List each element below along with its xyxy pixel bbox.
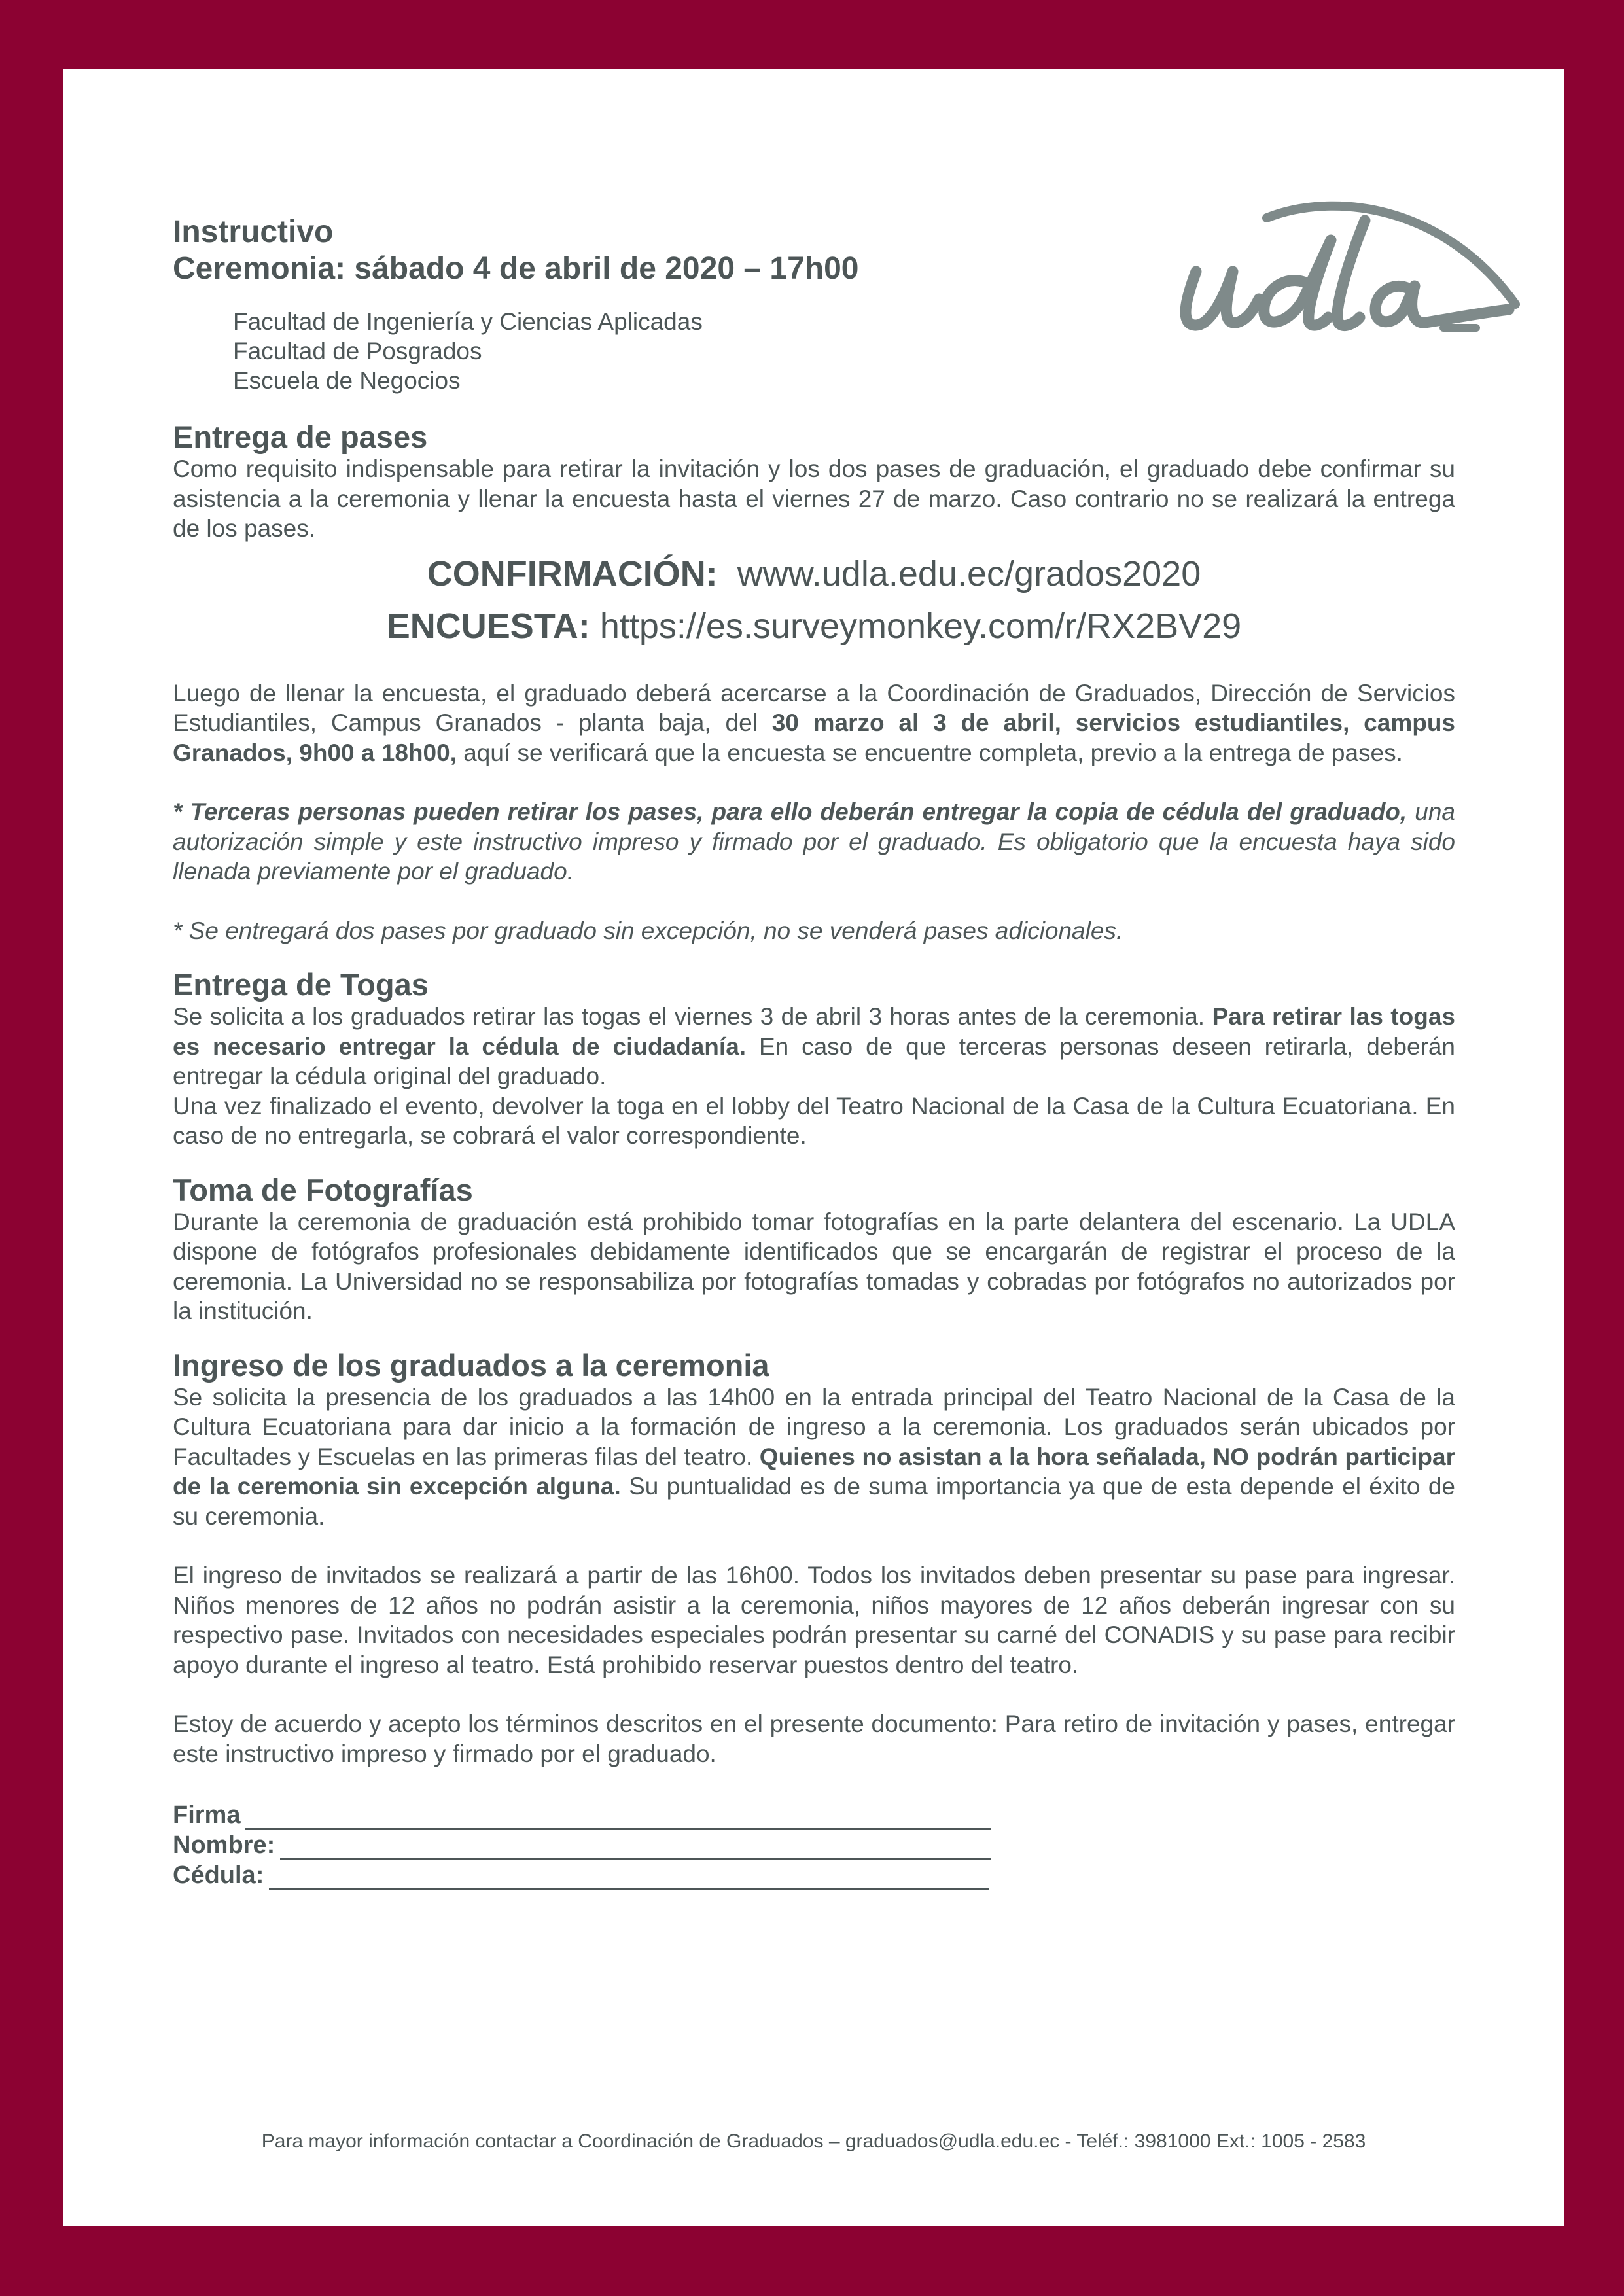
fotos-paragraph: Durante la ceremonia de graduación está prohibido tomar fotografías en la parte delantera del escenario. La UDLA dispone de fotógrafos profesionales debidamente identificados que se encargarán de registrar el proceso de la ceremonia. La Universidad no se responsabiliza por fotografías tomadas y cobradas por fotógrafos no autorizados por la institución. <box>173 1208 1455 1324</box>
faculty-list <box>233 307 1455 395</box>
pases-paragraph-2 <box>173 679 1455 768</box>
id-row <box>173 1860 1023 1890</box>
section-fotos <box>173 1173 1455 1326</box>
survey-line <box>173 600 1455 652</box>
confirm-line <box>173 548 1455 600</box>
text-span: Se solicita la presencia de los graduados a las 14h00 en la entrada principal del Teatro Nacional de la Casa de la Cultura Ecuatoriana para dar inicio a la formación de ingreso a la ceremonia. Los graduados serán ubicados por Facultades y Escuelas en las primeras filas del teatro. <box>173 1383 1455 1470</box>
faculty-item: Escuela de Negocios <box>233 367 461 394</box>
section-pases <box>173 420 1455 945</box>
signature-label: Firma <box>173 1801 241 1829</box>
signature-field[interactable] <box>245 1805 991 1830</box>
text-span: Se solicita a los graduados retirar las togas el viernes 3 de abril 3 horas antes de la ceremonia. <box>173 1003 1212 1030</box>
name-label: Nombre: <box>173 1831 275 1859</box>
text-span: Luego de llenar la encuesta, el graduado deberá acercarse a la Coordinación de Graduados, Dirección de Servicios Estudiantiles, Campus Granados - planta baja, del <box>173 679 1455 736</box>
bold-span: Para retirar las togas es necesario entregar la cédula de ciudadanía. <box>173 1003 1455 1060</box>
bold-span: * Terceras personas pueden retirar los pases, para ello deberán entregar la copia de cédula del graduado, <box>173 798 1407 825</box>
section-heading: Entrega de Togas <box>173 967 429 1002</box>
document-page <box>63 69 1564 2226</box>
faculty-item: Facultad de Ingeniería y Ciencias Aplicadas <box>233 308 703 335</box>
confirm-label: CONFIRMACIÓN: <box>427 554 718 593</box>
faculty-item: Facultad de Posgrados <box>233 338 482 364</box>
survey-label: ENCUESTA: <box>386 606 590 646</box>
section-heading: Entrega de pases <box>173 419 428 454</box>
name-field[interactable] <box>280 1835 991 1860</box>
ingreso-paragraph <box>173 1383 1455 1532</box>
section-heading: Ingreso de los graduados a la ceremonia <box>173 1347 769 1383</box>
ceremony-date: Ceremonia: sábado 4 de abril de 2020 – 17h00 <box>173 251 859 286</box>
pases-paragraph: Como requisito indispensable para retirar la invitación y los dos pases de graduación, el graduado debe confirmar su asistencia a la ceremonia y llenar la encuesta hasta el viernes 27 de marzo. Caso contrario no se realizará la entrega de los pases. <box>173 455 1455 542</box>
third-party-note <box>173 797 1455 887</box>
signature-row <box>173 1800 1023 1830</box>
survey-link[interactable]: https://es.surveymonkey.com/r/RX2BV29 <box>599 606 1242 646</box>
section-togas <box>173 968 1455 1151</box>
text-span: una autorización simple y este instructivo impreso y firmado por el graduado. Es obligatorio que la encuesta haya sido llenada previamente por el graduado. <box>173 798 1455 885</box>
text-span: En caso de que terceras personas deseen retirarla, deberán entregar la cédula original del graduado. <box>173 1033 1455 1089</box>
text-span: Su puntualidad es de suma importancia ya que de esta depende el éxito de su ceremonia. <box>173 1473 1455 1530</box>
ingreso-paragraph-2: El ingreso de invitados se realizará a partir de las 16h00. Todos los invitados deben presentar su pase para ingresar. Niños menores de 12 años no podrán asistir a la ceremonia, niños mayores de 12 años deberán ingresar con su respectivo pase. Invitados con necesidades especiales podrán presentar su carné del CONADIS y su pase para recibir apoyo durante el ingreso al teatro. Está prohibido reservar puestos dentro del teatro. <box>173 1562 1455 1678</box>
bold-span: Quienes no asistan a la hora señalada, NO podrán participar de la ceremonia sin excepción alguna. <box>173 1443 1455 1500</box>
passes-limit-note: * Se entregará dos pases por graduado sin excepción, no se venderá pases adicionales. <box>173 917 1123 944</box>
doc-title: Instructivo <box>173 215 334 249</box>
confirm-link[interactable]: www.udla.edu.ec/grados2020 <box>737 554 1201 593</box>
togas-paragraph <box>173 1002 1455 1091</box>
agreement-paragraph: Estoy de acuerdo y acepto los términos descritos en el presente documento: Para retiro de invitación y pases, entregar este instructivo impreso y firmado por el graduado. <box>173 1710 1455 1767</box>
id-label: Cédula: <box>173 1862 264 1889</box>
name-row <box>173 1830 1023 1860</box>
section-heading: Toma de Fotografías <box>173 1172 473 1207</box>
signature-block <box>173 1800 1455 1890</box>
section-ingreso <box>173 1349 1455 1769</box>
togas-paragraph-2: Una vez finalizado el evento, devolver la toga en el lobby del Teatro Nacional de la Casa de la Cultura Ecuatoriana. En caso de no entregarla, se cobrará el valor correspondiente. <box>173 1092 1455 1149</box>
bold-span: 30 marzo al 3 de abril, servicios estudiantiles, campus Granados, 9h00 a 18h00, <box>173 709 1455 766</box>
footer-contact: Para mayor información contactar a Coordinación de Graduados – graduados@udla.edu.ec - Teléf.: 3981000 Ext.: 1005 - 2583 <box>261 2130 1366 2152</box>
text-span: aquí se verificará que la encuesta se encuentre completa, previo a la entrega de pases. <box>456 739 1403 766</box>
id-field[interactable] <box>269 1865 989 1890</box>
